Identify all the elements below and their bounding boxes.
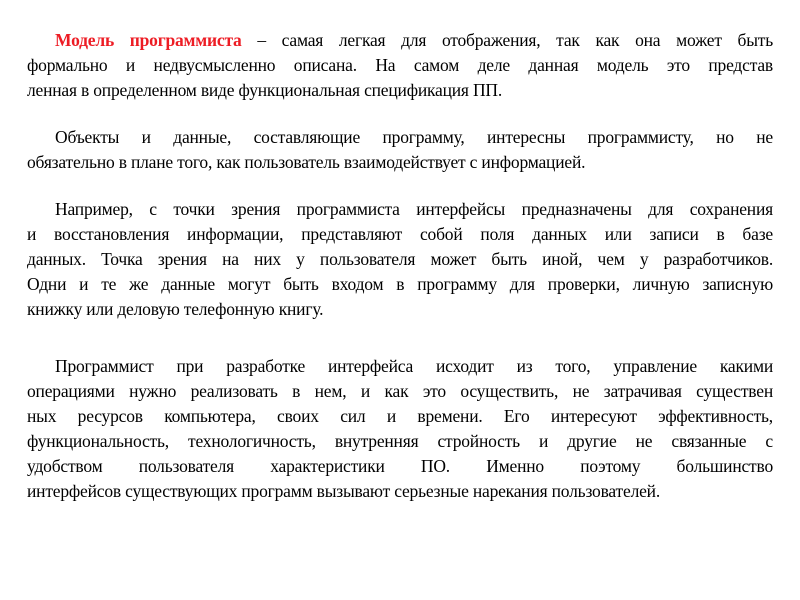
paragraph-example-viewpoint <box>27 197 773 322</box>
paragraph-objects-and-data <box>27 125 773 175</box>
paragraph-programmer-model <box>27 28 773 103</box>
text-line: ных ресурсов компьютера, своих сил и времени. Его интересуют эффективность, <box>27 406 773 426</box>
text-line: данных. Точка зрения на них у пользователя может быть иной, чем у разработчиков. <box>27 249 773 269</box>
run-in-heading-programmer-model: Модель программиста <box>55 30 242 50</box>
text-line-rest: – самая легкая для отображения, так как она может быть <box>241 30 773 50</box>
text-line: книжку или деловую телефонную книгу. <box>27 299 324 319</box>
text-line: удобством пользователя характеристики ПО. Именно поэтому большинство <box>27 456 773 476</box>
text-line <box>27 28 773 53</box>
text-line: и восстановления информации, представляют собой поля данных или записи в базе <box>27 224 773 244</box>
text-line: функциональность, технологичность, внутренняя стройность и другие не связанные с <box>27 431 773 451</box>
text-line: операциями нужно реализовать в нем, и как это осуществить, не затрачивая существен <box>27 381 773 401</box>
text-line: Одни и те же данные могут быть входом в программу для проверки, личную записную <box>27 274 773 294</box>
text-line: ленная в определенном виде функциональная спецификация ПП. <box>27 80 503 100</box>
text-line: Например, с точки зрения программиста интерфейсы предназначены для сохранения <box>55 199 773 219</box>
text-line: обязательно в плане того, как пользователь взаимодействует с информацией. <box>27 152 586 172</box>
text-line: формально и недвусмысленно описана. На самом деле данная модель это представ <box>27 55 773 75</box>
paragraph-programmer-priorities <box>27 354 773 504</box>
text-line: Программист при разработке интерфейса исходит из того, управление какими <box>55 356 773 376</box>
text-line: интерфейсов существующих программ вызывают серьезные нарекания пользователей. <box>27 481 661 501</box>
text-line: Объекты и данные, составляющие программу, интересны программисту, но не <box>55 127 773 147</box>
